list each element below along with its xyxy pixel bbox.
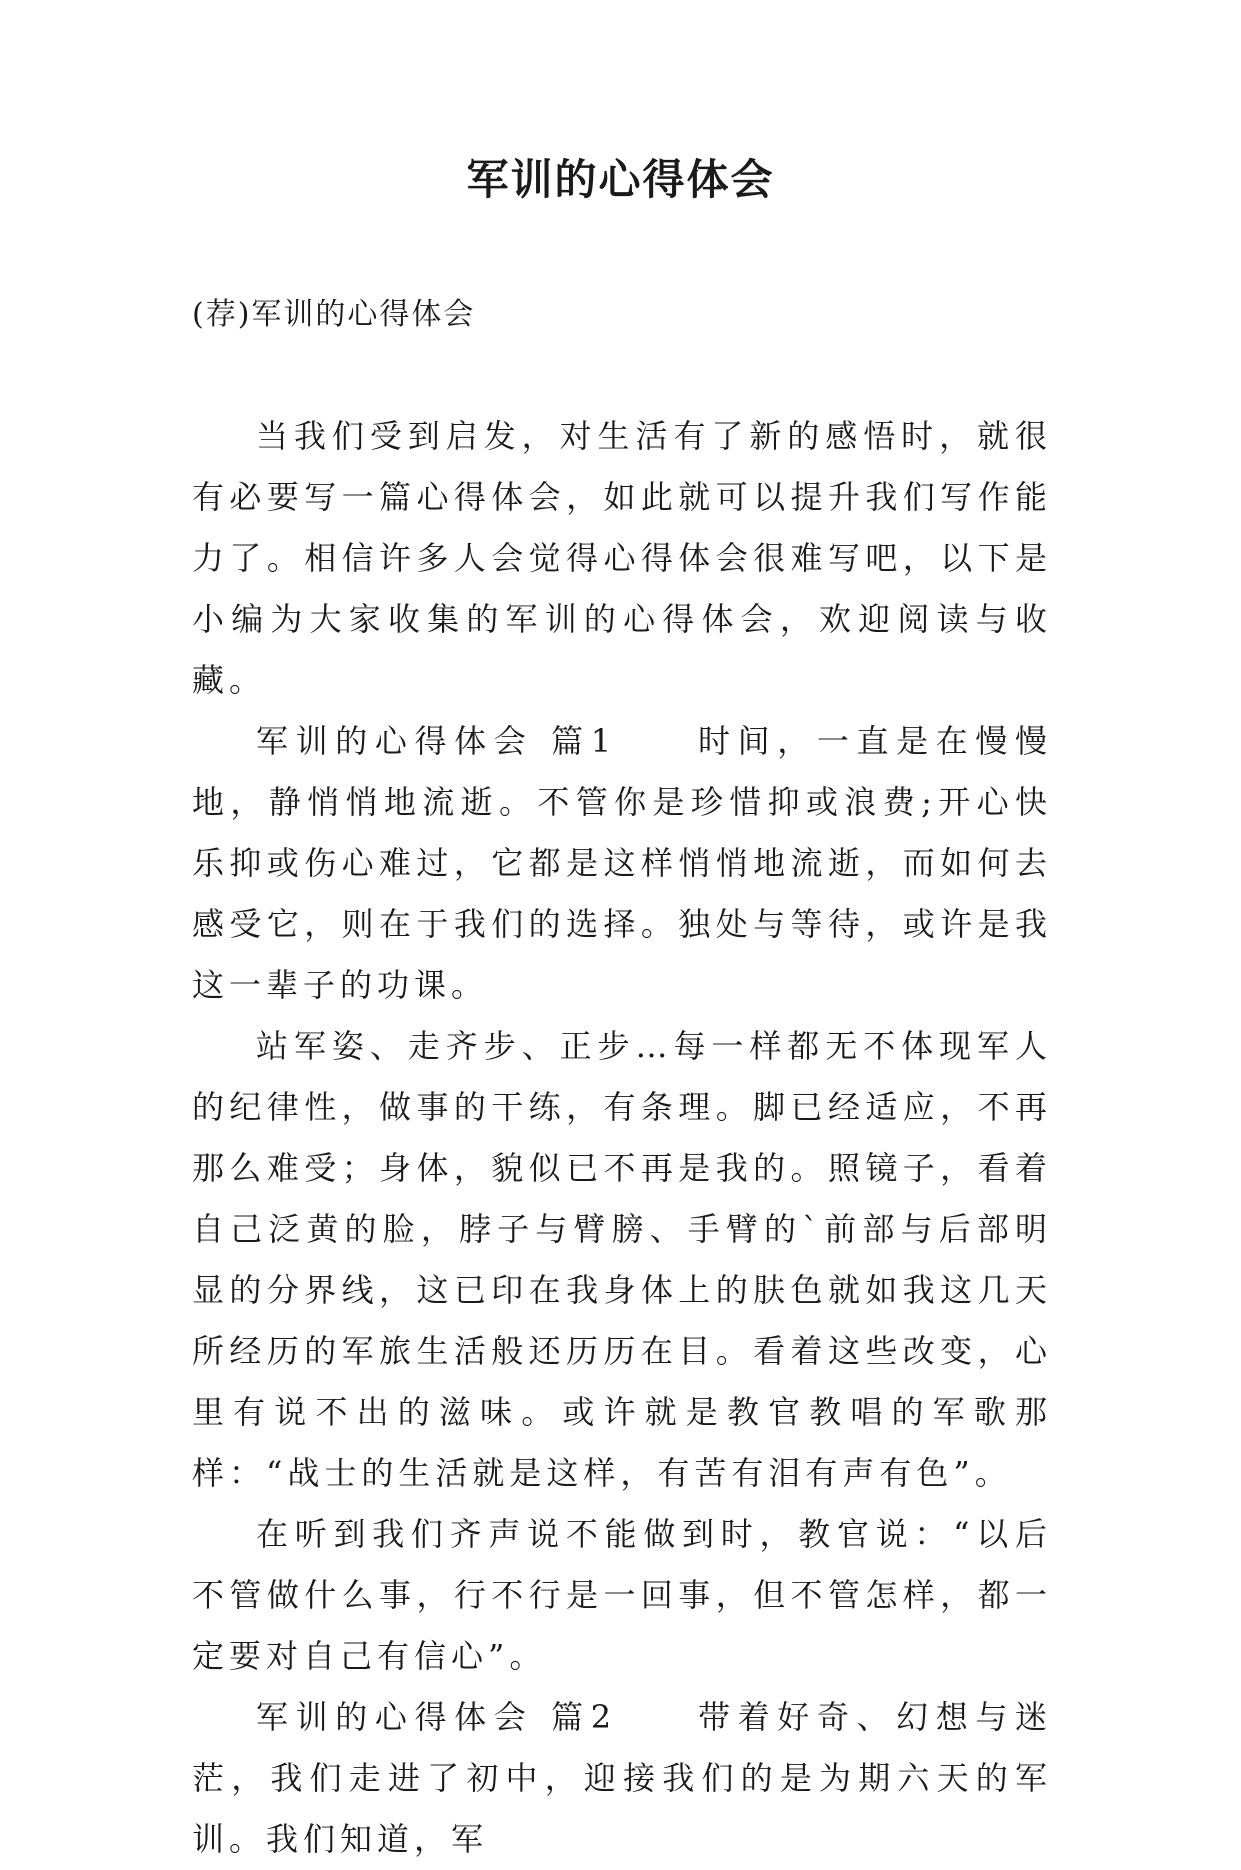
paragraph-part-2: 军训的心得体会 篇2 带着好奇、幻想与迷茫，我们走进了初中，迎接我们的是为期六天的军训。我们知道，军: [192, 1698, 1052, 1858]
document-subtitle: (荐)军训的心得体会: [192, 297, 476, 332]
document-title: 军训的心得体会: [466, 155, 775, 204]
paragraph-intro: 当我们受到启发，对生活有了新的感悟时，就很有必要写一篇心得体会，如此就可以提升我们写作能力了。相信许多人会觉得心得体会很难写吧，以下是小编为大家收集的军训的心得体会，欢迎阅读与收藏。: [192, 417, 1052, 699]
document-body: [192, 406, 1052, 1870]
paragraph-part-1: 军训的心得体会 篇1 时间，一直是在慢慢地，静悄悄地流逝。不管你是珍惜抑或浪费;开心快乐抑或伤心难过，它都是这样悄悄地流逝，而如何去感受它，则在于我们的选择。独处与等待，或许是我这一辈子的功课。: [192, 722, 1052, 1004]
paragraph-military-posture: 站军姿、走齐步、正步…每一样都无不体现军人的纪律性，做事的干练，有条理。脚已经适应，不再那么难受；身体，貌似已不再是我的。照镜子，看着自己泛黄的脸，脖子与臂膀、手臂的`前部与后部明显的分界线，这已印在我身体上的肤色就如我这几天所经历的军旅生活般还历历在目。看着这些改变，心里有说不出的滋味。或许就是教官教唱的军歌那样：“战士的生活就是这样，有苦有泪有声有色”。: [192, 1027, 1052, 1492]
paragraph-instructor-quote: 在听到我们齐声说不能做到时，教官说：“以后不管做什么事，行不行是一回事，但不管怎样，都一定要对自己有信心”。: [192, 1515, 1052, 1675]
